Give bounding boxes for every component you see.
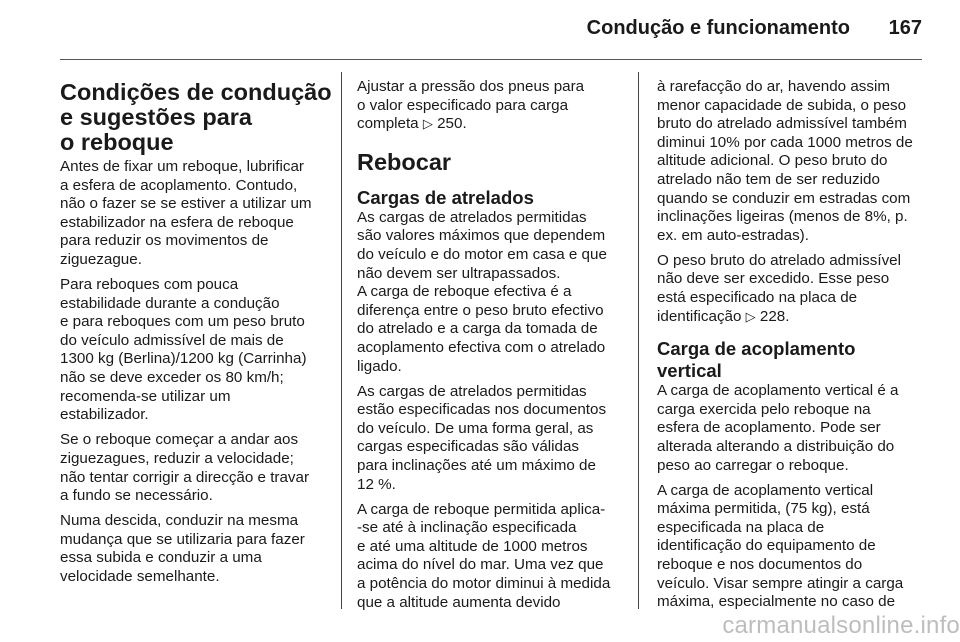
header-rule — [60, 59, 922, 60]
subsection-heading: Cargas de atrelados — [357, 186, 534, 208]
section-heading: Rebocar — [357, 148, 452, 175]
header-title: Condução e funcionamento — [586, 17, 850, 39]
page-reference-icon: ▷ — [745, 308, 756, 324]
paragraph: Se o reboque começar a andar aos ziguezagues, reduzir a velocidade; não tentar corrigir a direcção e travar a fundo se necessário. — [60, 431, 310, 505]
section-heading: Condições de condução e sugestões para o reboque — [60, 79, 332, 155]
watermark: carmanualsonline.info — [722, 612, 960, 639]
paragraph: As cargas de atrelados permitidas são valores máximos que dependem do veículo e do motor em casa e que não devem ser ultrapassados. A carga de reboque efectiva é a diferença entre o peso bruto efectivo do atrelado e a carga da tomada de acoplamento efectiva com o atrelado ligado. — [357, 208, 607, 375]
paragraph: A carga de reboque permitida aplica- -se até à inclinação especificada e até uma altitude de 1000 metros acima do nível do mar. Uma vez que a potência do motor diminui à medida que a altitude aumenta devido — [357, 500, 611, 611]
column-1 — [60, 80, 330, 593]
page-reference-icon: ▷ — [422, 116, 433, 132]
page-header — [60, 0, 922, 60]
page-reference-link[interactable]: 228. — [759, 307, 790, 325]
column-divider — [638, 72, 639, 609]
column-2 — [357, 78, 629, 619]
column-divider — [341, 72, 342, 609]
column-3 — [657, 78, 923, 618]
paragraph: Antes de fixar um reboque, lubrificar a esfera de acoplamento. Contudo, não o fazer se se estiver a utilizar um estabilizador na esfera de reboque para reduzir os movimentos de ziguezague. — [60, 158, 312, 268]
paragraph: A carga de acoplamento vertical é a carga exercida pelo reboque na esfera de acoplamento. Pode ser alterada alterando a distribuição do peso ao carregar o reboque. — [657, 382, 899, 474]
paragraph: O peso bruto do atrelado admissível não deve ser excedido. Esse peso está especificado na placa de identificação ▷ 228. — [657, 251, 901, 325]
paragraph: A carga de acoplamento vertical máxima permitida, (75 kg), está especificada na placa de identificação do equipamento de reboque e nos documentos do veículo. Visar sempre atingir a carga máxima, especialmente no caso de — [657, 481, 904, 611]
page-reference-link[interactable]: 250. — [437, 115, 467, 133]
subsection-heading: Carga de acoplamento vertical — [657, 338, 856, 382]
paragraph: Ajustar a pressão dos pneus para o valor especificado para carga completa ▷ 250. — [357, 78, 585, 133]
paragraph: Para reboques com pouca estabilidade durante a condução e para reboques com um peso bruto do veículo admissível de mais de 1300 kg (Berlina)/1200 kg (Carrinha) não se deve exceder os 80 km/h; recomenda-se utilizar um estabilizador. — [60, 276, 307, 424]
paragraph: Numa descida, conduzir na mesma mudança que se utilizaria para fazer essa subida e conduzir a uma velocidade semelhante. — [60, 512, 305, 585]
paragraph: à rarefacção do ar, havendo assim menor capacidade de subida, o peso bruto do atrelado admissível também diminui 10% por cada 1000 metros de altitude adicional. O peso bruto do atrelado não tem de ser reduzido quando se conduzir em estradas com inclinações ligeiras (menos de 8%, p. ex. em auto-estradas). — [657, 78, 913, 244]
page-number: 167 — [888, 17, 922, 39]
paragraph: As cargas de atrelados permitidas estão especificadas nos documentos do veículo. De uma forma geral, as cargas especificadas são válidas para inclinações até um máximo de 12 %. — [357, 382, 607, 493]
